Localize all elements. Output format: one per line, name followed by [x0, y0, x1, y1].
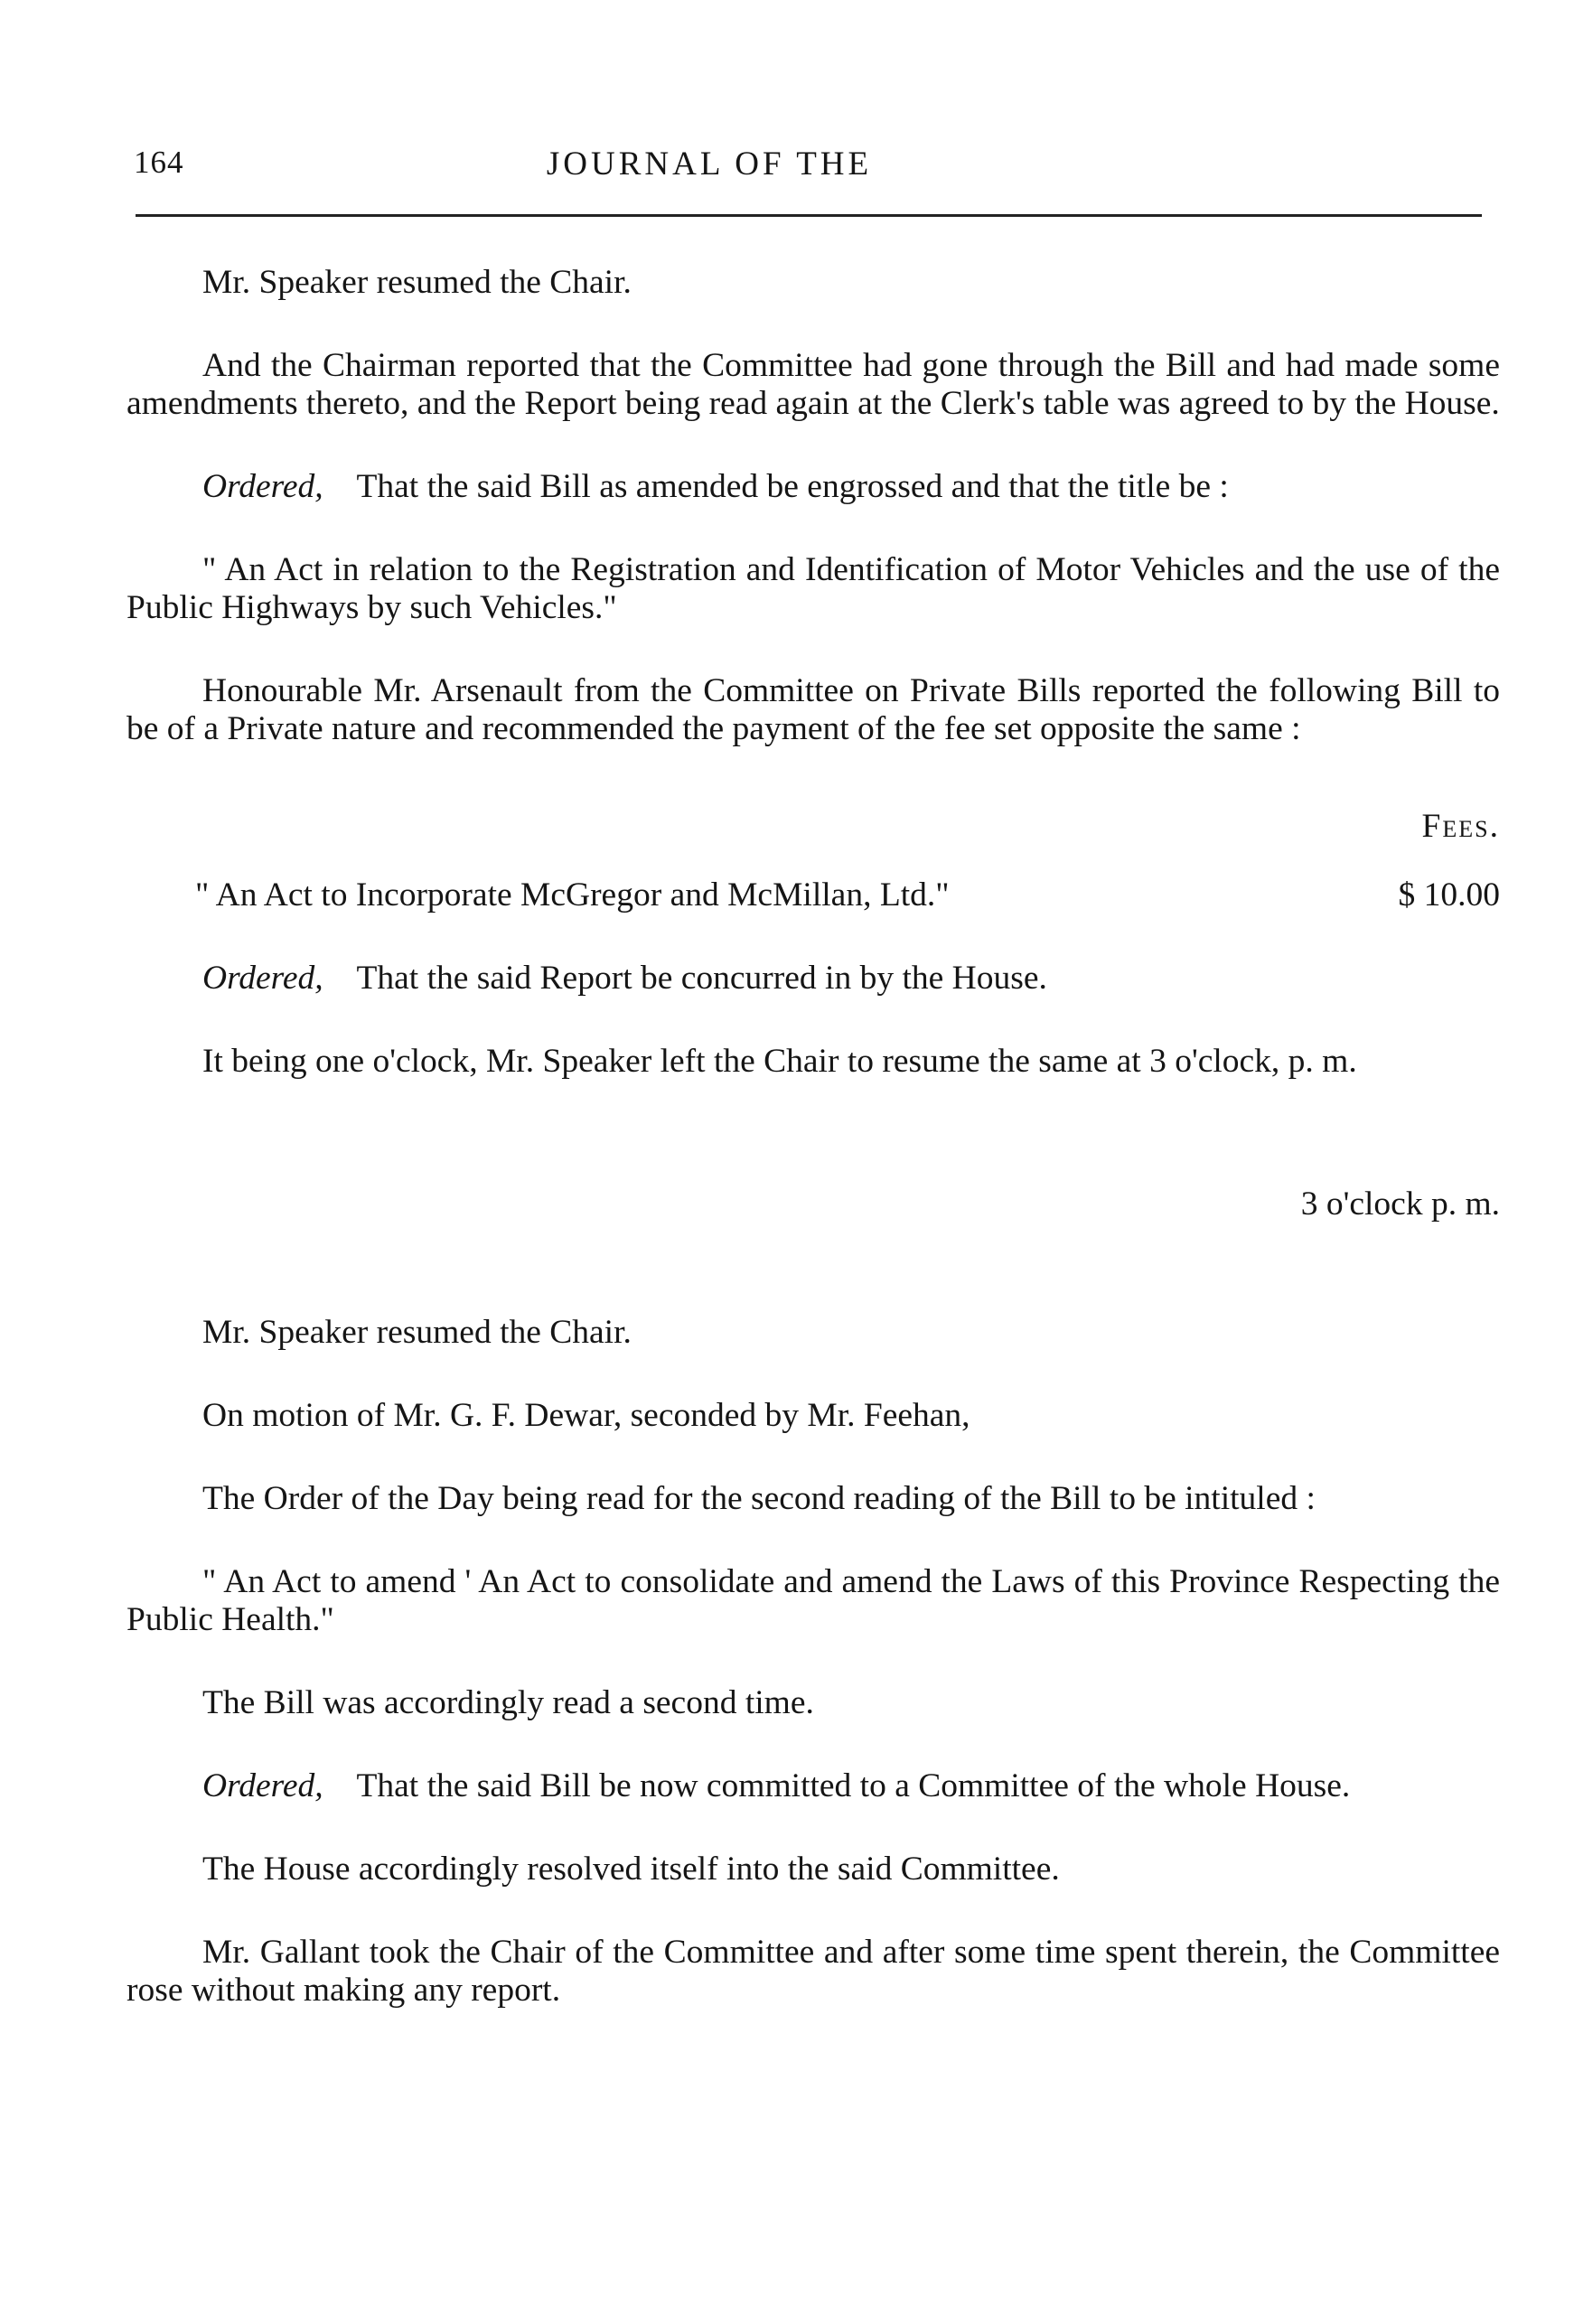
paragraph-act-motor-vehicles: " An Act in relation to the Registration and Identification of Motor Vehicles and the use of the Public Highways by such Vehicles.": [126, 551, 1500, 626]
paragraph-house-resolved: The House accordingly resolved itself into the said Committee.: [202, 1851, 1060, 1888]
paragraph-chairman-report: And the Chairman reported that the Committee had gone through the Bill and had made some amendments thereto, and the Report being read again at the Clerk's table was agreed to by the House.: [126, 347, 1500, 422]
paragraph-act-public-health: " An Act to amend ' An Act to consolidate and amend the Laws of this Province Respecting the Public Health.": [126, 1563, 1500, 1638]
page-number: 164: [134, 145, 184, 180]
paragraph-ordered-engrossed: [126, 468, 1500, 506]
fee-row: [126, 876, 1500, 914]
ordered-label: Ordered,: [202, 1767, 323, 1804]
header-rule: [136, 214, 1482, 217]
fee-item-title: " An Act to Incorporate McGregor and McMillan, Ltd.": [195, 876, 950, 914]
ordered-text: That the said Report be concurred in by the House.: [356, 960, 1047, 997]
paragraph-gallant-chair: Mr. Gallant took the Chair of the Committee and after some time spent therein, the Committee rose without making any report.: [126, 1934, 1500, 2009]
paragraph-ordered-committed: [126, 1767, 1500, 1805]
paragraph-order-of-day: The Order of the Day being read for the second reading of the Bill to be intituled :: [202, 1480, 1316, 1517]
fee-item-amount: $ 10.00: [1398, 876, 1500, 914]
paragraph-speaker-resumed: Mr. Speaker resumed the Chair.: [202, 264, 632, 301]
journal-title: JOURNAL OF THE: [546, 145, 873, 183]
ordered-text: That the said Bill as amended be engrossed and that the title be :: [356, 468, 1229, 505]
ordered-label: Ordered,: [202, 468, 323, 505]
journal-body: [126, 264, 1500, 2010]
paragraph-second-reading: The Bill was accordingly read a second time.: [202, 1684, 814, 1721]
paragraph-speaker-resumed-2: Mr. Speaker resumed the Chair.: [202, 1314, 632, 1351]
page-header: [134, 145, 1484, 190]
fees-heading: Fees.: [1421, 808, 1500, 845]
ordered-label: Ordered,: [202, 960, 323, 997]
paragraph-ordered-concurred: [126, 960, 1500, 998]
afternoon-session-heading: 3 o'clock p. m.: [1300, 1185, 1500, 1223]
paragraph-motion-dewar: On motion of Mr. G. F. Dewar, seconded by Mr. Feehan,: [202, 1397, 970, 1434]
ordered-text: That the said Bill be now committed to a Committee of the whole House.: [356, 1767, 1351, 1804]
paragraph-one-oclock: It being one o'clock, Mr. Speaker left the Chair to resume the same at 3 o'clock, p. m.: [202, 1043, 1357, 1080]
paragraph-private-bills-report: Honourable Mr. Arsenault from the Committee on Private Bills reported the following Bill to be of a Private nature and recommended the payment of the fee set opposite the same :: [126, 672, 1500, 747]
